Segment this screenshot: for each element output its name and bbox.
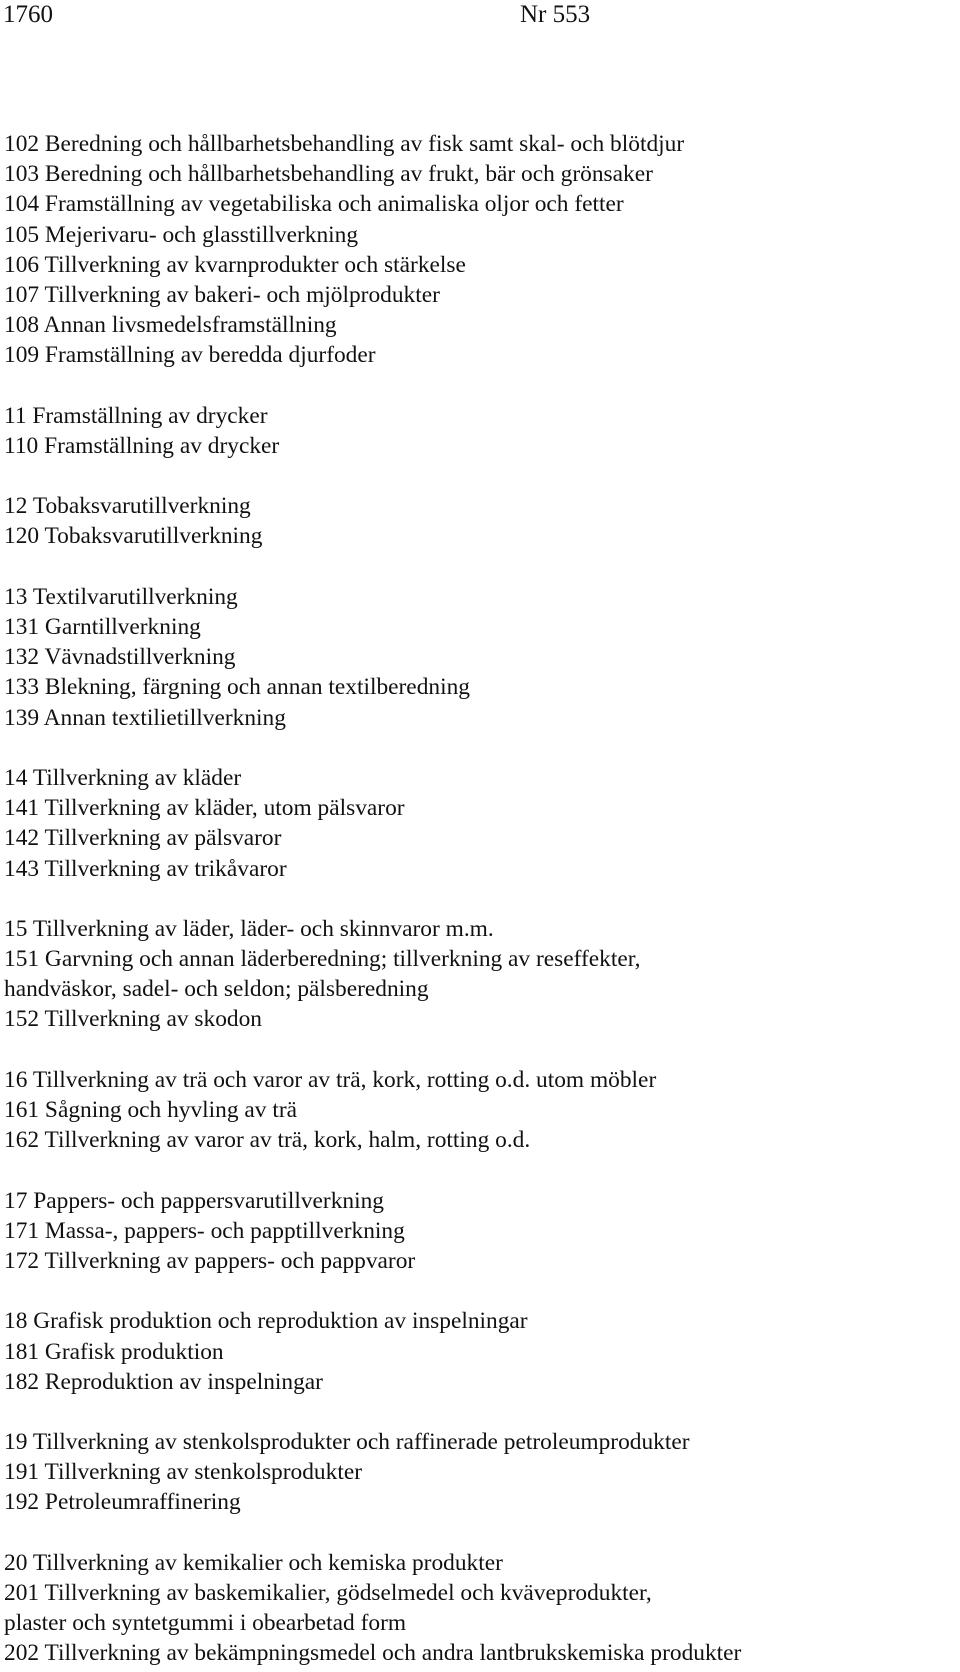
classification-line: 110 Framställning av drycker	[4, 432, 280, 459]
classification-line: 120 Tobaksvarutillverkning	[4, 523, 263, 550]
group-heading-line: 16 Tillverkning av trä och varor av trä, kork, rotting o.d. utom möbler	[4, 1066, 657, 1093]
group-spacer	[4, 1155, 954, 1185]
classification-group	[4, 401, 954, 461]
classification-group	[4, 1065, 954, 1156]
classification-line: 162 Tillverkning av varor av trä, kork, halm, rotting o.d.	[4, 1127, 531, 1154]
classification-line: 143 Tillverkning av trikåvaror	[4, 855, 287, 882]
group-spacer	[4, 371, 954, 401]
classification-group	[4, 1427, 954, 1518]
classification-line: 171 Massa-, pappers- och papptillverkning	[4, 1217, 405, 1244]
group-heading-line: 11 Framställning av drycker	[4, 402, 268, 429]
classification-list	[4, 129, 954, 1669]
classification-group	[4, 582, 954, 733]
classification-group	[4, 491, 954, 551]
classification-group	[4, 914, 954, 1035]
group-spacer	[4, 1035, 954, 1065]
classification-line: 105 Mejerivaru- och glasstillverkning	[4, 221, 359, 248]
classification-line: 151 Garvning och annan läderberedning; tillverkning av reseffekter,	[4, 946, 641, 973]
classification-line: 161 Sågning och hyvling av trä	[4, 1097, 297, 1123]
page-number: 1760	[3, 1, 53, 28]
group-spacer	[4, 1518, 954, 1548]
classification-line: 142 Tillverkning av pälsvaror	[4, 825, 282, 852]
classification-line: 106 Tillverkning av kvarnprodukter och stärkelse	[4, 251, 466, 278]
group-heading-line: 12 Tobaksvarutillverkning	[4, 493, 251, 520]
classification-line: 172 Tillverkning av pappers- och pappvaror	[4, 1247, 416, 1274]
classification-group	[4, 763, 954, 884]
document-number: Nr 553	[520, 1, 591, 28]
classification-line: 152 Tillverkning av skodon	[4, 1006, 262, 1033]
classification-line: 201 Tillverkning av baskemikalier, gödselmedel och kväveprodukter,	[4, 1580, 652, 1606]
group-spacer	[4, 552, 954, 582]
group-heading-line: 15 Tillverkning av läder, läder- och skinnvaror m.m.	[4, 915, 494, 942]
group-spacer	[4, 884, 954, 914]
classification-group	[4, 1548, 954, 1669]
group-spacer	[4, 1276, 954, 1306]
group-heading-line: 17 Pappers- och pappersvarutillverkning	[4, 1187, 384, 1214]
classification-line: 191 Tillverkning av stenkolsprodukter	[4, 1459, 362, 1486]
classification-line: 141 Tillverkning av kläder, utom pälsvaror	[4, 795, 405, 822]
classification-line: 182 Reproduktion av inspelningar	[4, 1368, 323, 1395]
page-header	[0, 0, 960, 30]
group-heading-line: 20 Tillverkning av kemikalier och kemiska produkter	[4, 1549, 503, 1576]
classification-line: 202 Tillverkning av bekämpningsmedel och andra lantbrukskemiska produkter	[4, 1640, 742, 1667]
classification-line: 107 Tillverkning av bakeri- och mjölprodukter	[4, 281, 440, 308]
classification-line: 109 Framställning av beredda djurfoder	[4, 342, 376, 369]
classification-group	[4, 1186, 954, 1277]
classification-line: plaster och syntetgummi i obearbetad form	[4, 1610, 407, 1637]
group-heading-line: 19 Tillverkning av stenkolsprodukter och raffinerade petroleumprodukter	[4, 1429, 690, 1456]
classification-line: 131 Garntillverkning	[4, 614, 201, 640]
group-spacer	[4, 461, 954, 491]
classification-line: 133 Blekning, färgning och annan textilberedning	[4, 674, 470, 701]
group-heading-line: 14 Tillverkning av kläder	[4, 764, 242, 791]
classification-group	[4, 1306, 954, 1397]
classification-group	[4, 129, 954, 371]
classification-line: 192 Petroleumraffinering	[4, 1489, 241, 1516]
classification-line: 139 Annan textilietillverkning	[4, 704, 286, 731]
classification-line: 108 Annan livsmedelsframställning	[4, 312, 337, 339]
classification-line: 181 Grafisk produktion	[4, 1338, 224, 1365]
group-spacer	[4, 733, 954, 763]
group-spacer	[4, 1397, 954, 1427]
classification-line: 104 Framställning av vegetabiliska och animaliska oljor och fetter	[4, 191, 624, 218]
classification-line: handväskor, sadel- och seldon; pälsberedning	[4, 976, 429, 1003]
classification-line: 103 Beredning och hållbarhetsbehandling av frukt, bär och grönsaker	[4, 161, 653, 188]
group-heading-line: 18 Grafisk produktion och reproduktion av inspelningar	[4, 1308, 528, 1335]
group-heading-line: 102 Beredning och hållbarhetsbehandling av fisk samt skal- och blötdjur	[4, 131, 685, 157]
classification-line: 132 Vävnadstillverkning	[4, 644, 236, 671]
group-heading-line: 13 Textilvarutillverkning	[4, 583, 238, 610]
